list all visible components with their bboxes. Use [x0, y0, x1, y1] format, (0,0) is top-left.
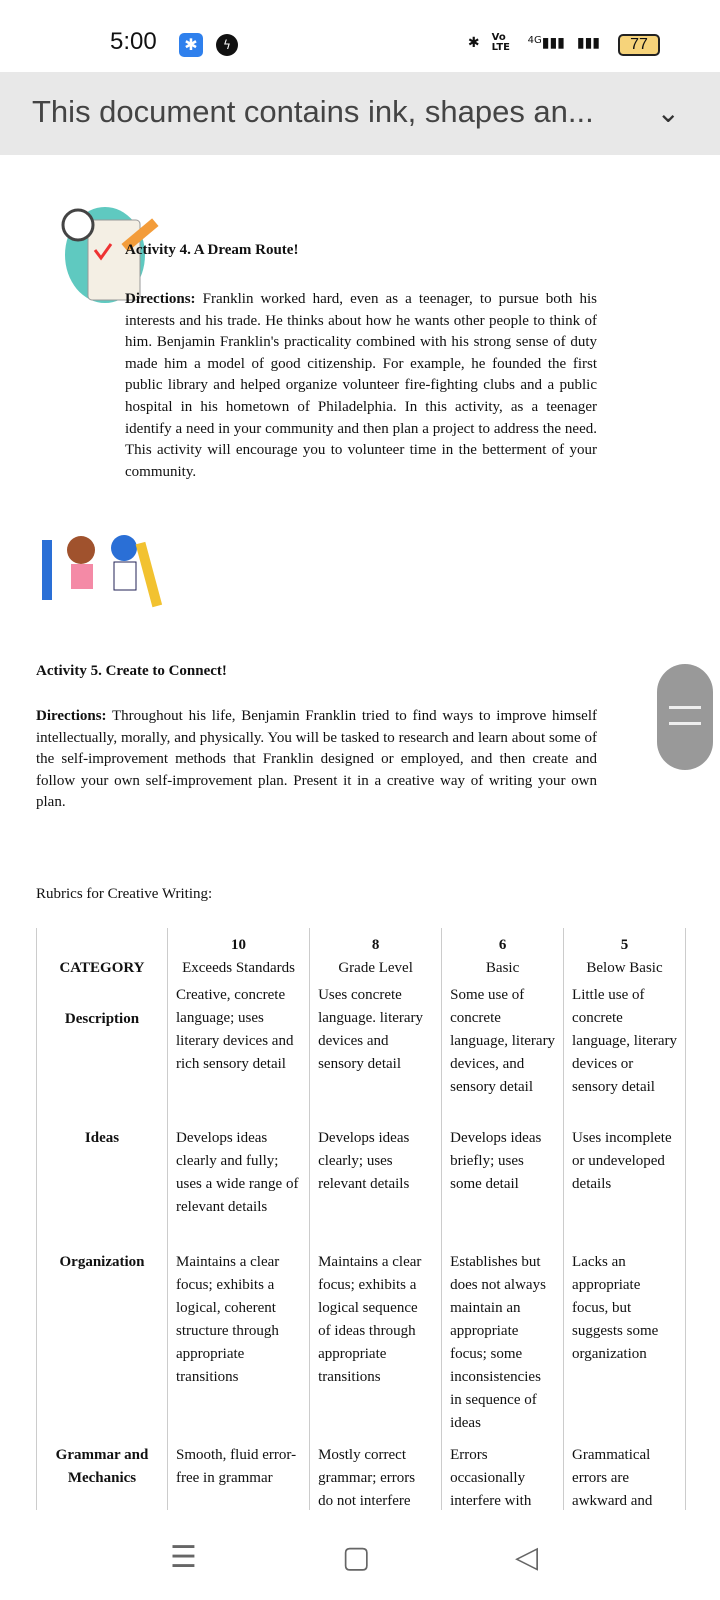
bluetooth-app-icon: ✱	[179, 33, 203, 57]
table-row	[37, 982, 686, 1125]
header-col	[168, 928, 310, 982]
cell: Grammatical errors are awkward and	[564, 1442, 686, 1510]
directions-text: Throughout his life, Benjamin Franklin tried to find ways to improve himself intellectually, morally, and physically. You will be tasked to research and learn about some of the self-improvement methods that Franklin designed or employed, and then create and follow your own self-improvement plan. Present it in a creative way of writing your own plan.	[36, 708, 598, 811]
cell: Uses incomplete or undeveloped details	[564, 1125, 686, 1249]
network-4g-icon: $^{4G}$▮▮▮	[527, 35, 565, 51]
cell: Develops ideas briefly; uses some detail	[442, 1125, 564, 1249]
activity5-directions	[36, 706, 597, 814]
kids-pencils-illustration	[36, 530, 191, 630]
rubric-title: Rubrics for Creative Writing:	[36, 886, 213, 902]
row-category: Description	[37, 982, 168, 1125]
cell: Some use of concrete language, literary devices, and sensory detail	[442, 982, 564, 1125]
table-row	[37, 1249, 686, 1442]
scrollbar-handle[interactable]	[657, 664, 713, 770]
bluetooth-icon: ✱	[467, 35, 480, 51]
header-category: CATEGORY	[37, 928, 168, 982]
table-header-row	[37, 928, 686, 982]
directions-label: Directions:	[125, 291, 196, 307]
activity4-directions	[125, 289, 597, 483]
back-icon[interactable]: ◁	[515, 1540, 539, 1575]
score: 5	[620, 937, 629, 953]
cell: Errors occasionally interfere with	[442, 1442, 564, 1510]
battery-icon: 77	[618, 34, 660, 56]
home-icon[interactable]: ▢	[342, 1540, 371, 1575]
banner-title: This document contains ink, shapes an...	[32, 94, 594, 129]
header-col	[442, 928, 564, 982]
directions-text: Franklin worked hard, even as a teenager, to pursue both his interests and his trade. He thinks about how he wants other people to think of him. Benjamin Franklin's practicality combined with his strong sense of duty made him a model of good citizenship. For example, he founded the first public library and helped organize volunteer fire-fighting clubs and a public hospital in his hometown of Philadelphia. In this activity, as a teenager identify a need in your community and then plan a project to address the need. This activity will encourage you to volunteer time in the betterment of your community.	[125, 291, 597, 480]
menu-icon[interactable]: ☰	[170, 1540, 197, 1575]
activity5-title: Activity 5. Create to Connect!	[36, 663, 227, 679]
cell: Maintains a clear focus; exhibits a logical, coherent structure through appropriate transitions	[168, 1249, 310, 1442]
score: 10	[231, 937, 247, 953]
clock: 5:00	[110, 28, 157, 55]
rubric-table	[36, 928, 686, 1510]
rubric-table-container	[36, 928, 686, 1510]
table-row	[37, 1442, 686, 1510]
level: Exceeds Standards	[182, 960, 295, 976]
score: 8	[371, 937, 380, 953]
cell: Creative, concrete language; uses literary devices and rich sensory detail	[168, 982, 310, 1125]
header-col	[564, 928, 686, 982]
volte-icon: Vo LTE	[491, 32, 510, 53]
cell: Smooth, fluid error-free in grammar	[168, 1442, 310, 1510]
cell: Mostly correct grammar; errors do not interfere	[310, 1442, 442, 1510]
signal-icon: ▮▮▮	[576, 35, 600, 51]
row-category: Grammar and Mechanics	[37, 1442, 168, 1510]
chevron-down-icon[interactable]: ⌄	[656, 96, 680, 129]
level: Basic	[485, 960, 520, 976]
cell: Develops ideas clearly and fully; uses a wide range of relevant details	[168, 1125, 310, 1249]
navigation-bar	[0, 1510, 720, 1600]
document-banner[interactable]	[0, 72, 720, 155]
row-category: Ideas	[37, 1125, 168, 1249]
header-col	[310, 928, 442, 982]
messenger-icon: ϟ	[216, 34, 238, 56]
cell: Lacks an appropriate focus, but suggests some organization	[564, 1249, 686, 1442]
cell: Little use of concrete language, literary devices or sensory detail	[564, 982, 686, 1125]
cell: Establishes but does not always maintain an appropriate focus; some inconsistencies in sequence of ideas	[442, 1249, 564, 1442]
cell: Develops ideas clearly; uses relevant details	[310, 1125, 442, 1249]
directions-label: Directions:	[36, 708, 107, 724]
row-category: Organization	[37, 1249, 168, 1442]
activity4-title: Activity 4. A Dream Route!	[125, 242, 299, 258]
network-label: 4G	[527, 35, 542, 46]
table-row	[37, 1125, 686, 1249]
level: Below Basic	[586, 960, 663, 976]
status-bar	[0, 0, 720, 72]
score: 6	[498, 937, 507, 953]
cell: Uses concrete language. literary devices and sensory detail	[310, 982, 442, 1125]
cell: Maintains a clear focus; exhibits a logical sequence of ideas through appropriate transitions	[310, 1249, 442, 1442]
level: Grade Level	[338, 960, 413, 976]
